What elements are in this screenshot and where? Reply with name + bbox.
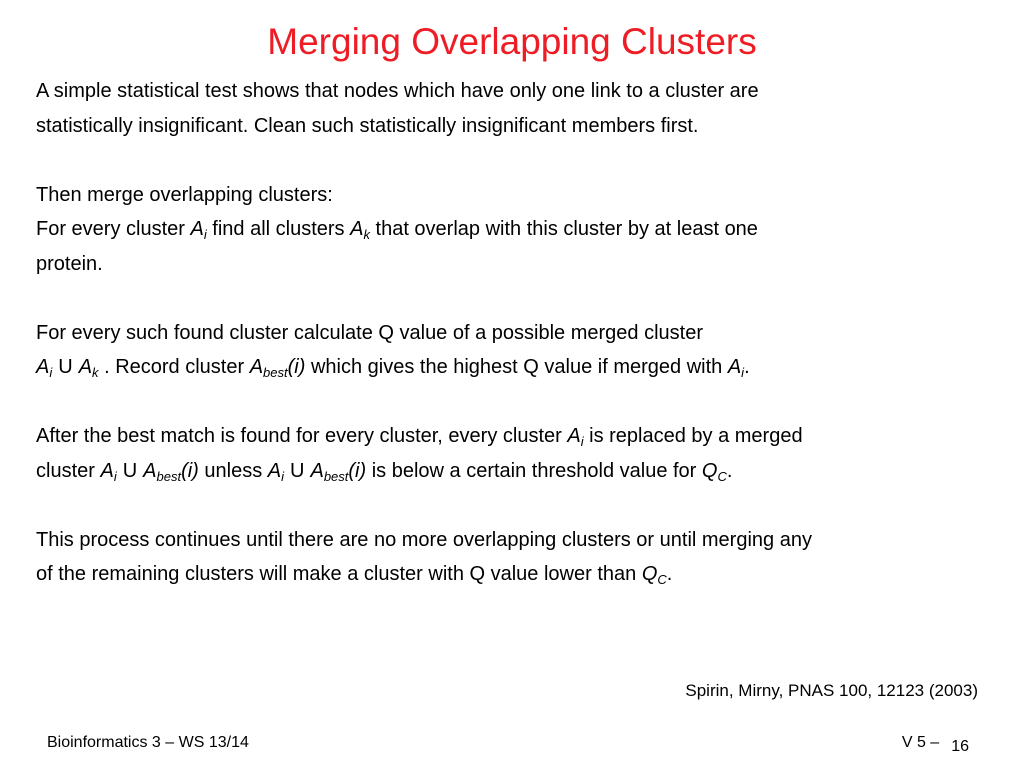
spacer	[36, 488, 996, 523]
math-arg: (i)	[348, 459, 367, 482]
text-span: find all clusters	[206, 218, 351, 240]
text-line: A simple statistical test shows that nodes which have only one link to a cluster are	[36, 80, 759, 102]
math-subscript: best	[323, 468, 349, 484]
math-subscript: i	[580, 434, 584, 449]
paragraph-calculate-q	[36, 316, 996, 385]
math-subscript: k	[363, 227, 370, 242]
text-span: For every cluster	[36, 218, 191, 240]
text-span: of the remaining clusters will make a cluster with Q value lower than	[36, 563, 642, 585]
union-symbol: U	[122, 459, 138, 482]
math-arg: (i)	[287, 356, 306, 378]
text-line: This process continues until there are no more overlapping clusters or until merging any	[36, 528, 812, 551]
math-subscript: i	[113, 468, 117, 484]
math-subscript: best	[263, 365, 288, 380]
paragraph-merge-overlapping	[36, 178, 996, 282]
math-subscript: C	[717, 468, 727, 484]
text-span: .	[666, 563, 673, 585]
math-var: A	[100, 459, 114, 482]
paragraph-statistical-test	[36, 74, 996, 143]
spacer	[36, 143, 996, 178]
math-subscript: best	[156, 468, 182, 484]
math-var: A	[350, 218, 364, 240]
spacer	[36, 385, 996, 420]
math-arg: (i)	[181, 459, 199, 482]
math-var: A	[267, 459, 282, 482]
math-var: A	[143, 459, 157, 482]
text-line: Then merge overlapping clusters:	[36, 183, 333, 206]
math-subscript: i	[741, 365, 745, 380]
math-subscript: i	[203, 227, 207, 242]
text-span: cluster	[36, 459, 101, 482]
text-line: For every such found cluster calculate Q value of a possible merged cluster	[36, 321, 703, 344]
text-line: statistically insignificant. Clean such statistically insignificant members first.	[36, 114, 699, 137]
math-var: Q	[701, 459, 718, 482]
spacer	[36, 281, 996, 316]
slide-body	[36, 74, 996, 592]
text-span: After the best match is found for every cluster, every cluster	[36, 425, 568, 447]
math-subscript: k	[92, 365, 99, 380]
math-var: A	[190, 218, 204, 240]
citation: Spirin, Mirny, PNAS 100, 12123 (2003)	[685, 681, 978, 700]
paragraph-best-match	[36, 419, 996, 488]
text-span: .	[744, 356, 750, 378]
math-var: A	[727, 356, 742, 378]
math-var: Q	[641, 563, 658, 585]
text-span: unless	[198, 459, 268, 482]
text-line: protein.	[36, 252, 103, 275]
text-span: which gives the highest Q value if merged with	[305, 356, 728, 378]
union-symbol: U	[58, 356, 73, 378]
math-var: A	[36, 356, 50, 378]
text-span: .	[726, 459, 733, 482]
math-var: A	[78, 356, 93, 378]
math-var: A	[567, 425, 581, 447]
footer-lecture-info	[902, 733, 969, 753]
text-span: that overlap with this cluster by at least one	[369, 218, 758, 240]
math-var: A	[310, 459, 324, 482]
text-span: . Record cluster	[98, 356, 250, 378]
math-subscript: i	[281, 468, 285, 484]
paragraph-process-continues	[36, 523, 996, 592]
math-subscript: i	[49, 365, 53, 380]
slide-title: Merging Overlapping Clusters	[267, 21, 757, 62]
footer-lecture: V 5 –	[901, 734, 940, 751]
union-symbol: U	[290, 459, 305, 482]
math-var: A	[249, 356, 264, 378]
page-number: 16	[951, 738, 969, 755]
math-subscript: C	[657, 572, 667, 587]
footer-course: Bioinformatics 3 – WS 13/14	[47, 734, 249, 751]
text-span: is replaced by a merged	[583, 425, 803, 447]
text-span: is below a certain threshold value for	[366, 459, 702, 482]
